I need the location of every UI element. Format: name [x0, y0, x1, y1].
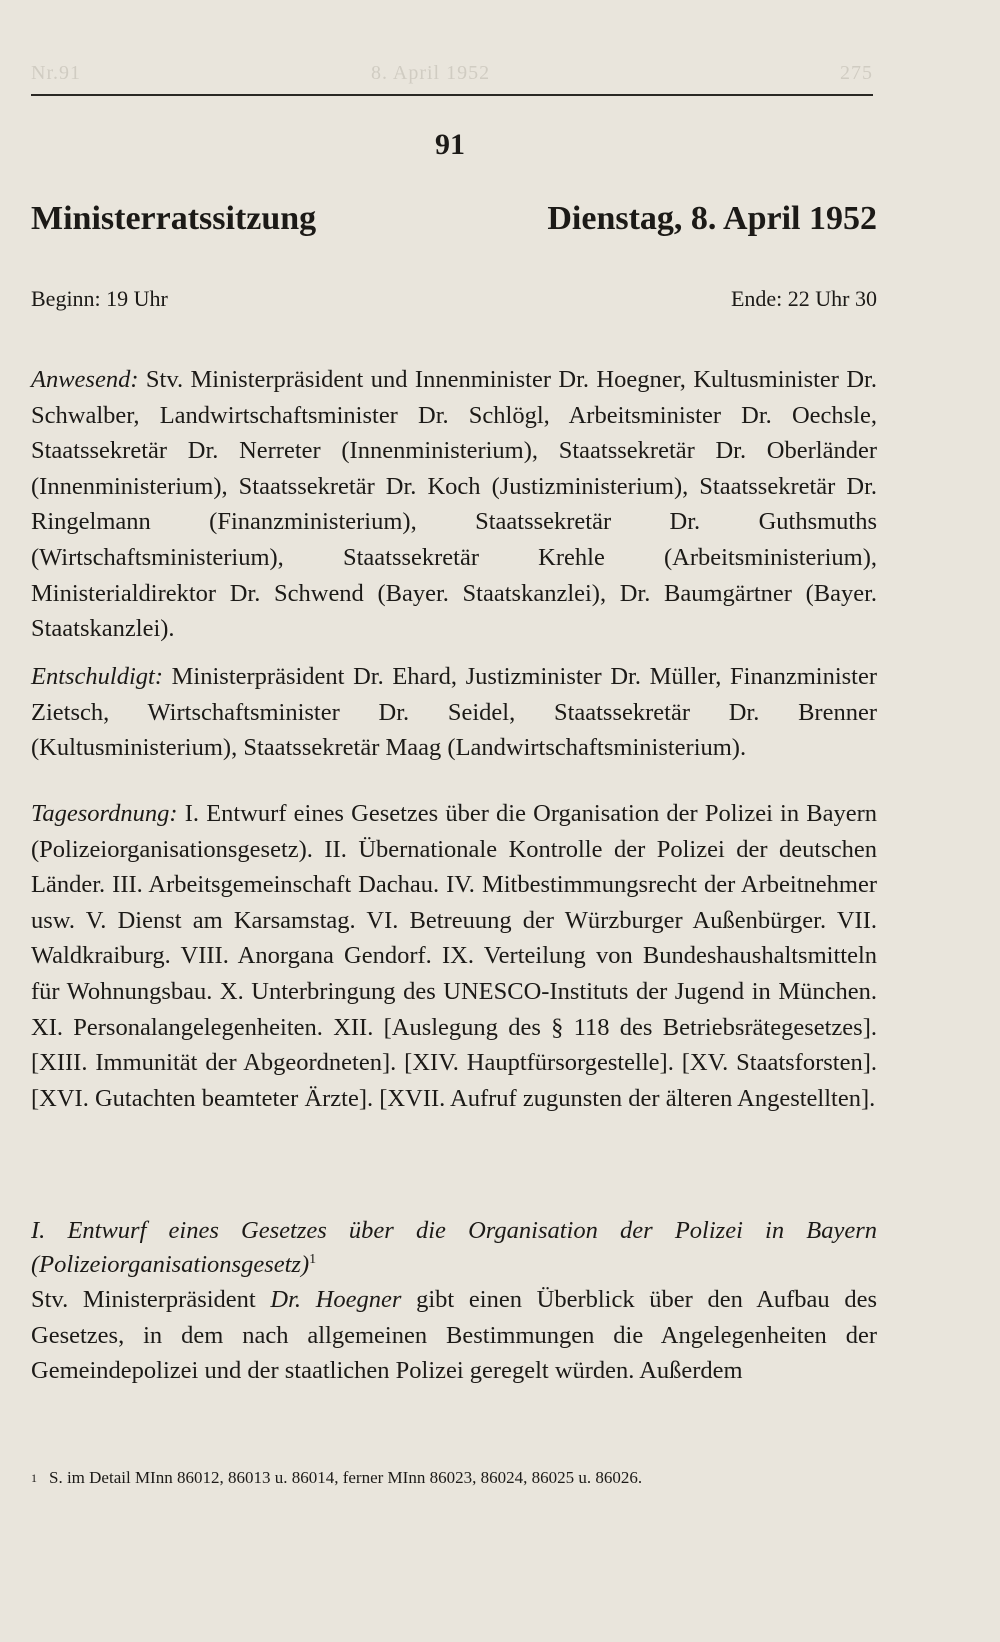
- section-title: I. Entwurf eines Gesetzes über die Organisation der Polizei in Bayern (Polizeiorganisationsgesetz): [31, 1217, 877, 1278]
- footnote-reference: 1: [309, 1251, 317, 1267]
- excused-label: Entschuldigt:: [31, 663, 164, 690]
- attendees-paragraph: [31, 362, 877, 647]
- agenda-paragraph: [31, 796, 877, 1116]
- bleed-left-text: Nr.91: [31, 62, 81, 84]
- agenda-text: I. Entwurf eines Gesetzes über die Organisation der Polizei in Bayern (Polizeiorganisationsgesetz). II. Übernationale Kontrolle der Polizei der deutschen Länder. III. Arbeitsgemeinschaft Dachau. IV. Mitbestimmungsrecht der Arbeitnehmer usw. V. Dienst am Karsamstag. VI. Betreuung der Würzburger Außenbürger. VII. Waldkraiburg. VIII. Anorgana Gendorf. IX. Verteilung von Bundeshaushaltsmitteln für Wohnungsbau. X. Unterbringung des UNESCO-Instituts der Jugend in München. XI. Personalangelegenheiten. XII. [Auslegung des § 118 des Betriebsrätegesetzes]. [XIII. Immunität der Abgeordneten]. [XIV. Hauptfürsorgestelle]. [XV. Staatsforsten]. [XVI. Gutachten beamteter Ärzte]. [XVII. Aufruf zugunsten der älteren Angestellten].: [31, 800, 878, 1112]
- bleed-mid-text: 8. April 1952: [371, 62, 491, 84]
- begin-time: Beginn: 19 Uhr: [31, 286, 168, 311]
- attendees-text: Stv. Ministerpräsident und Innenminister Dr. Hoegner, Kultusminister Dr. Schwalber, Landwirtschaftsminister Dr. Schlögl, Arbeitsminister Dr. Oechsle, Staatssekretär Dr. Nerreter (Innenministerium), Staatssekretär Dr. Oberländer (Innenministerium), Staatssekretär Dr. Koch (Justizministerium), Staatssekretär Dr. Ringelmann (Finanzministerium), Staatssekretär Dr. Guthsmuths (Wirtschaftsministerium), Staatssekretär Krehle (Arbeitsministerium), Ministerialdirektor Dr. Schwend (Bayer. Staatskanzlei), Dr. Baumgärtner (Bayer. Staatskanzlei).: [31, 366, 877, 643]
- section-body-post: gibt einen Überblick über den Aufbau des Gesetzes, in dem nach allgemeinen Bestimmungen die Angelegenheiten der Gemeindepolizei und der staatlichen Polizei geregelt würden. Außerdem: [31, 1286, 878, 1385]
- document-date: Dienstag, 8. April 1952: [547, 200, 877, 237]
- bleed-right-text: 275: [840, 62, 873, 84]
- section-body-paragraph: [31, 1282, 877, 1389]
- agenda-label: Tagesordnung:: [31, 800, 178, 827]
- section-heading: [31, 1214, 877, 1282]
- header-rule: [31, 94, 873, 96]
- section-body-name: Dr. Hoegner: [270, 1286, 402, 1313]
- footnote-text: S. im Detail MInn 86012, 86013 u. 86014, ferner MInn 86023, 86024, 86025 u. 86026.: [49, 1468, 643, 1487]
- footnote: [31, 1466, 877, 1490]
- section-body-pre: Stv. Ministerpräsident: [31, 1286, 271, 1313]
- excused-paragraph: [31, 659, 877, 766]
- end-time: Ende: 22 Uhr 30: [730, 286, 877, 311]
- attendees-label: Anwesend:: [31, 366, 139, 393]
- footnote-mark: 1: [31, 1471, 37, 1485]
- excused-text: Ministerpräsident Dr. Ehard, Justizminister Dr. Müller, Finanzminister Zietsch, Wirtschaftsminister Dr. Seidel, Staatssekretär Dr. Brenner (Kultusministerium), Staatssekretär Maag (Landwirtschaftsministerium).: [31, 663, 877, 762]
- document-number: 91: [435, 128, 465, 161]
- document-title: Ministerratssitzung: [31, 200, 317, 237]
